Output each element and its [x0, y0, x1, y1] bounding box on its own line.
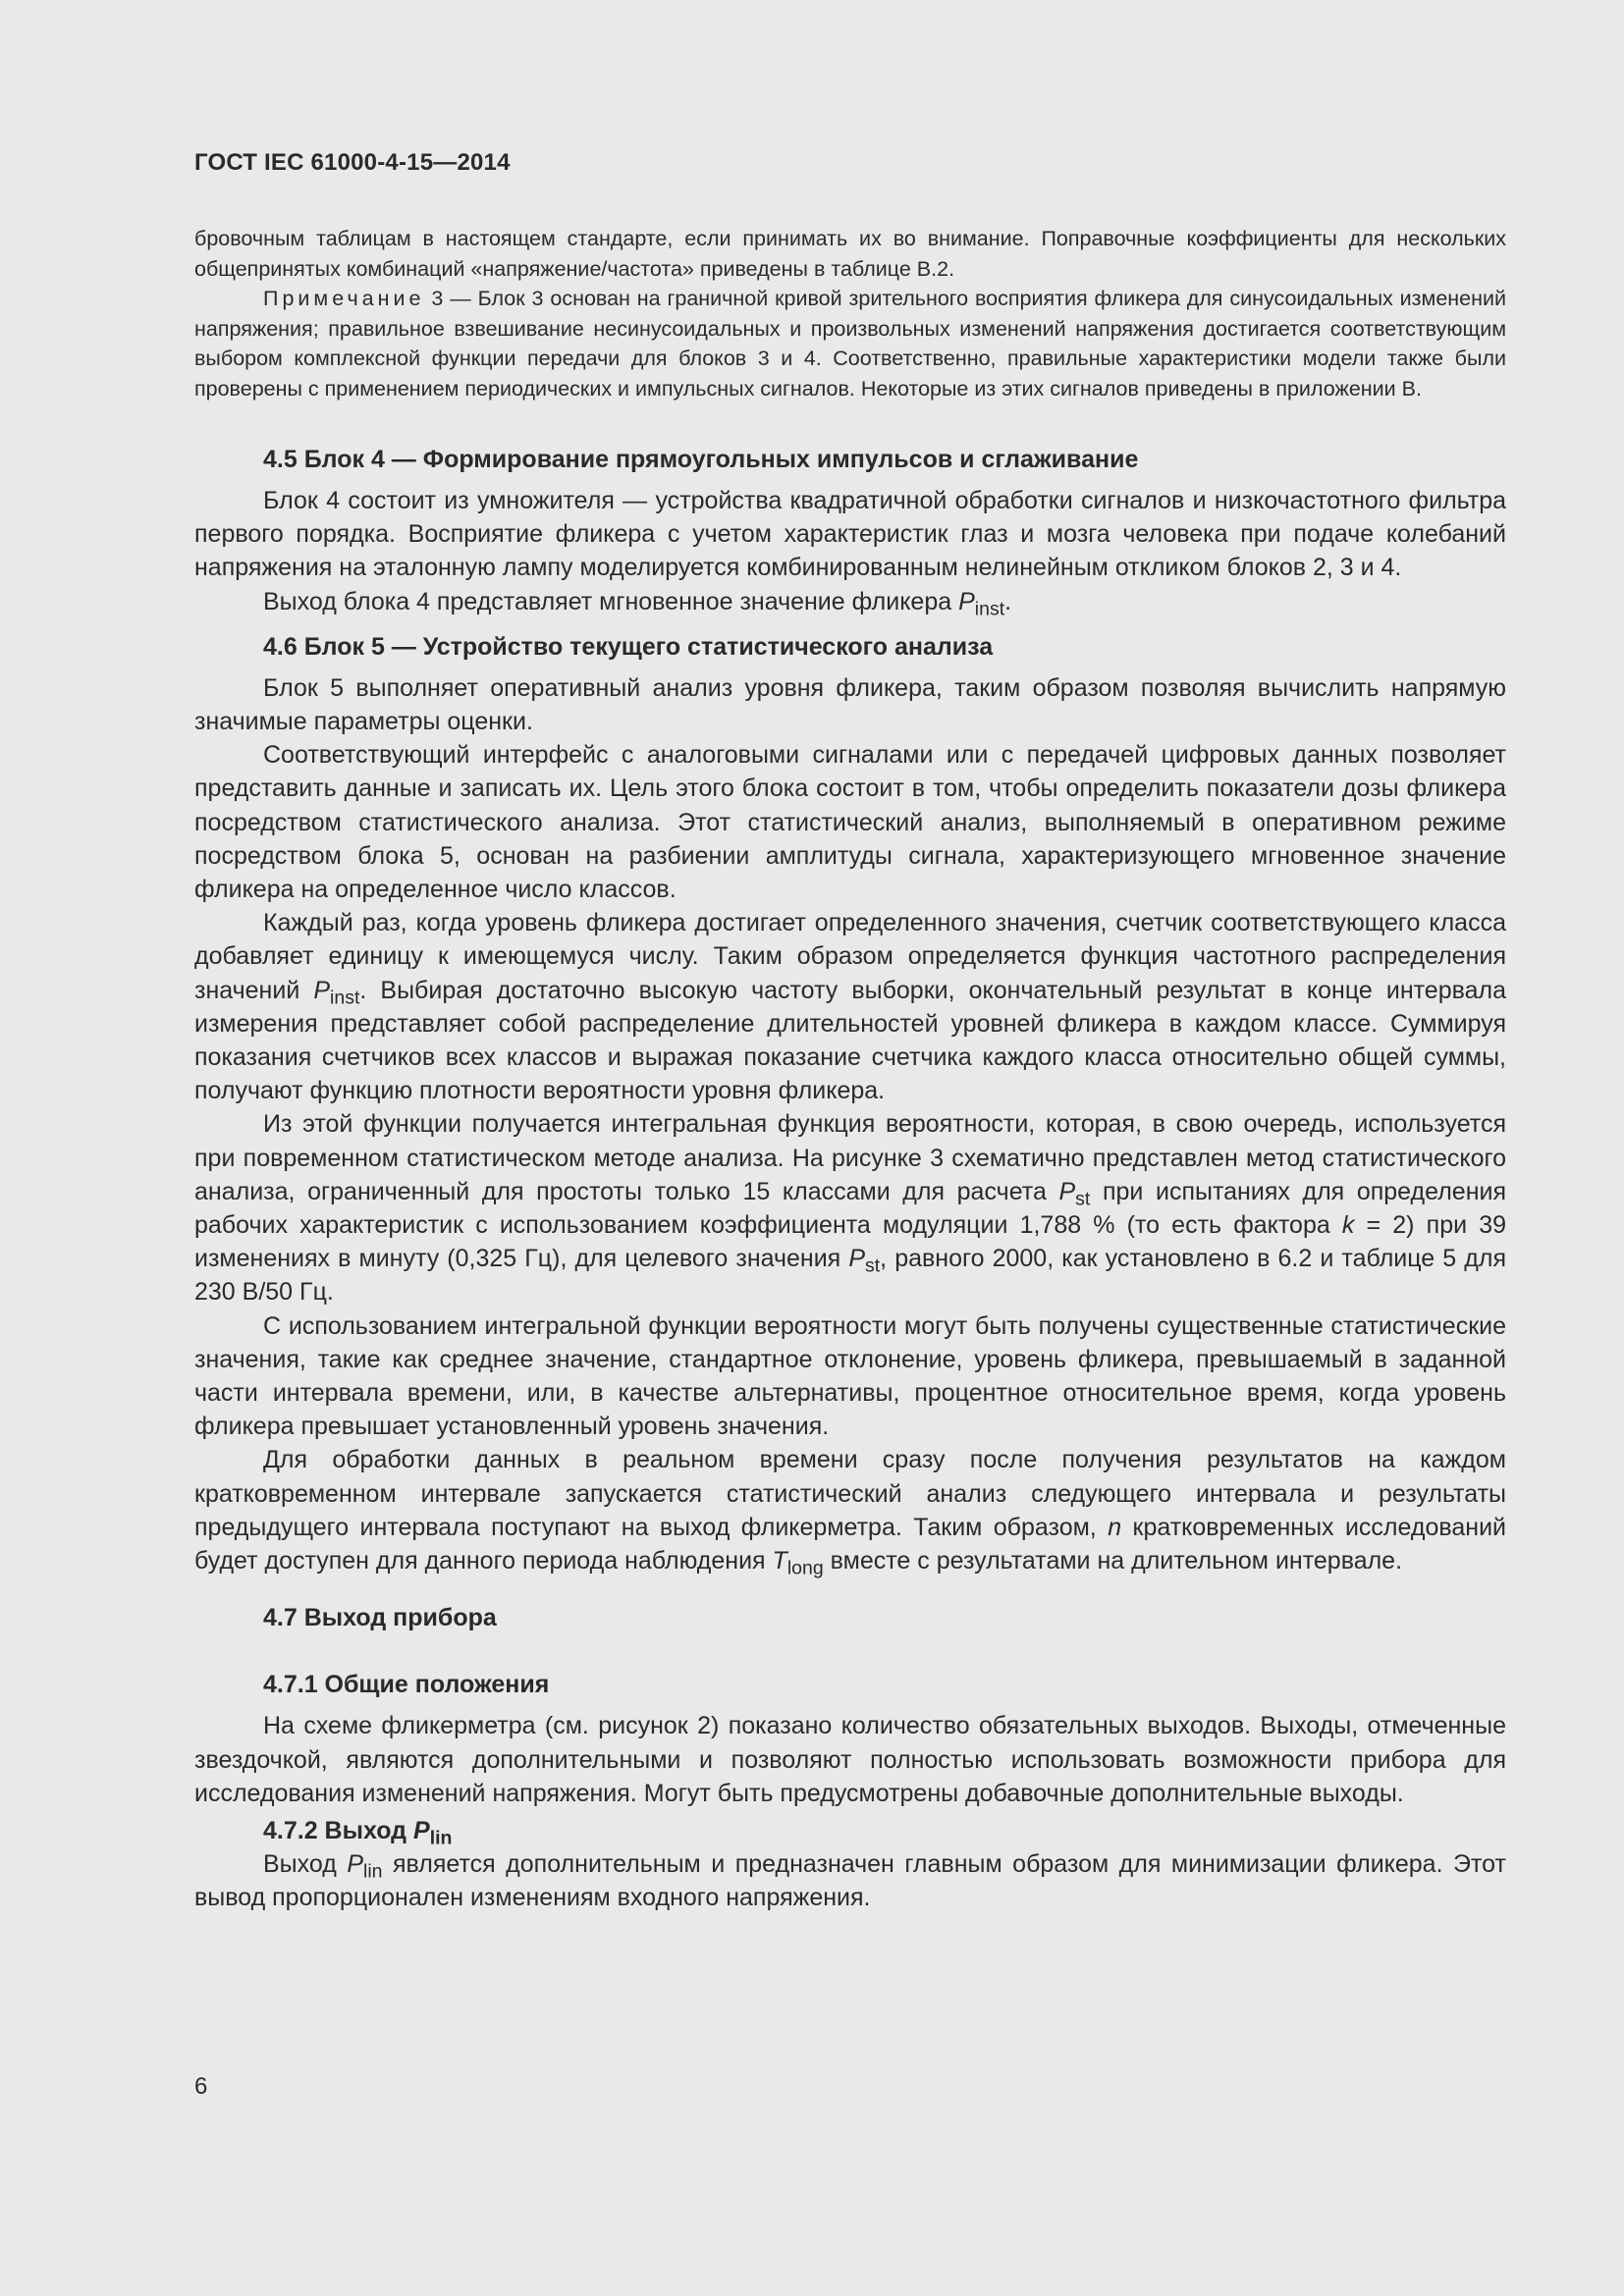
section-4-6-paragraph: Соответствующий интерфейс с аналоговыми сигналами или с передачей цифровых данных позволяет представить данные и записать их. Цель этого блока состоит в том, чтобы определить показатели дозы фликера посредством статистического анализа. Этот статистический анализ, выполняемый в оперативном режиме посредством блока 5, основан на разбиении амплитуды сигнала, характеризующего мгновенное значение фликера на определенное число классов. [194, 741, 1506, 904]
section-4-6-paragraph: С использованием интегральной функции вероятности могут быть получены существенные статистические значения, такие как среднее значение, стандартное отклонение, уровень фликера, превышаемый в заданной части интервала времени, или, в качестве альтернативы, процентное относительное время, когда уровень фликера превышает установленный уровень значения. [194, 1311, 1506, 1441]
note-label: Примечание [263, 287, 425, 310]
section-4-6-paragraph: Каждый раз, когда уровень фликера достигает определенного значения, счетчик соответствующего класса добавляет единицу к имеющемуся числу. Таким образом определяется функция частотного распределения значений $P_{inst}$. Выбирая достаточно высокую частоту выборки, окончательный результат в конце интервала измерения представляет собой распределение длительностей уровней фликера в каждом классе. Суммируя показания счетчиков всех классов и выражая показание счетчика каждого класса относительно общей суммы, получают функцию плотности вероятности уровня фликера. [194, 909, 1507, 1105]
section-4-7-1-heading: 4.7.1 Общие положения [263, 1671, 550, 1699]
section-4-7-heading: 4.7 Выход прибора [263, 1604, 497, 1632]
note-text: 3 — Блок 3 основан на граничной кривой зрительного восприятия фликера для синусоидальных изменений напряжения; правильное взвешивание несинусоидальных и произвольных изменений напряжения достигается соответствующим выбором комплексной функции передачи для блоков 3 и 4. Соответственно, правильные характеристики модели также были проверены с применением периодических и импульсных сигналов. Некоторые из этих сигналов приведены в приложении В. [194, 287, 1506, 400]
section-4-7-1-paragraph: На схеме фликерметра (см. рисунок 2) показано количество обязательных выходов. Выходы, отмеченные звездочкой, являются дополнительными и позволяют полностью использовать возможности прибора для исследования изменений напряжения. Могут быть предусмотрены добавочные дополнительные выходы. [194, 1712, 1506, 1807]
section-4-6-heading: 4.6 Блок 5 — Устройство текущего статистического анализа [263, 632, 994, 661]
section-4-5-heading: 4.5 Блок 4 — Формирование прямоугольных импульсов и сглаживание [263, 446, 1139, 473]
section-4-7-2-heading: 4.7.2 Выход $P_{lin}$ [263, 1816, 453, 1849]
section-4-6-paragraph: Для обработки данных в реальном времени сразу после получения результатов на каждом кратковременном интервале запускается статистический анализ следующего интервала и результаты предыдущего интервала поступают на выход фликерметра. Таким образом, n кратковременных исследований будет доступен для данного периода наблюдения $T_{long}$ вместе с результатами на длительном интервале. [194, 1446, 1507, 1579]
section-4-5-paragraph: Блок 4 состоит из умножителя — устройства квадратичной обработки сигналов и низкочастотного фильтра первого порядка. Восприятие фликера с учетом характеристик глаз и мозга человека при подаче колебаний напряжения на эталонную лампу моделируется комбинированным нелинейным откликом блоков 2, 3 и 4. [194, 487, 1506, 582]
page-number: 6 [194, 2073, 208, 2100]
section-4-6-paragraph: Блок 5 выполняет оперативный анализ уровня фликера, таким образом позволяя вычислить напрямую значимые параметры оценки. [194, 673, 1506, 736]
section-4-5-output-paragraph: Выход блока 4 представляет мгновенное значение фликера $P_{inst}$. [263, 587, 1012, 620]
note-3 [194, 284, 1506, 403]
paragraph-continuation: бровочным таблицам в настоящем стандарте, если принимать их во внимание. Поправочные коэффициенты для нескольких общепринятых комбинаций «напряжение/частота» приведены в таблице В.2. [194, 227, 1506, 281]
page-header: ГОСТ IEC 61000-4-15—2014 [194, 149, 511, 176]
section-4-7-2-paragraph: Выход $P_{lin}$ является дополнительным и предназначен главным образом для минимизации фликера. Этот вывод пропорционален изменениям входного напряжения. [194, 1849, 1506, 1912]
section-4-6-paragraph: Из этой функции получается интегральная функция вероятности, которая, в свою очередь, используется при повременном статистическом методе анализа. На рисунке 3 схематично представлен метод статистического анализа, ограниченный для простоты только 15 классами для расчета $P_{st}$ при испытаниях для определения рабочих характеристик с использованием коэффициента модуляции 1,788 % (то есть фактора k = 2) при 39 изменениях в минуту (0,325 Гц), для целевого значения $P_{st}$, равного 2000, как установлено в 6.2 и таблице 5 для 230 В/50 Гц. [194, 1110, 1507, 1307]
page-content [194, 224, 1506, 1914]
